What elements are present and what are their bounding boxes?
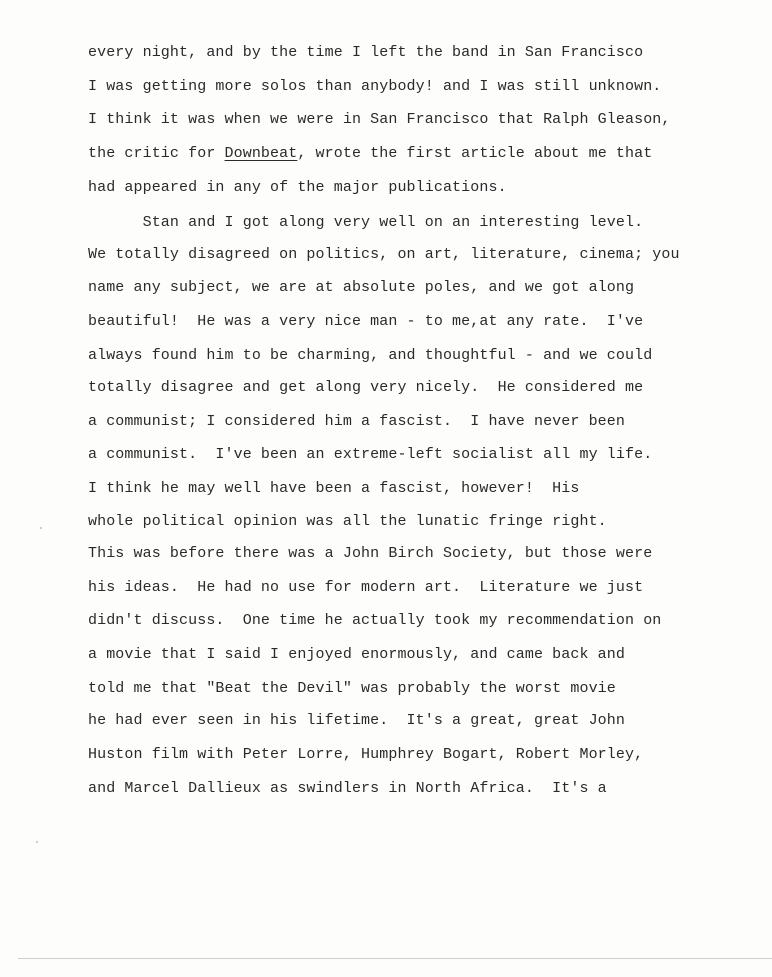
text-line: had appeared in any of the major publications. [88,179,507,196]
text-line: name any subject, we are at absolute poles, and we got along [88,279,635,296]
text-line: Stan and I got along very well on an interesting level. [88,214,644,231]
underlined-publication-title: Downbeat [224,145,298,162]
text-line: I was getting more solos than anybody! and I was still unknown. [88,78,662,95]
line-text-before: the critic for [88,145,225,162]
text-line: he had ever seen in his lifetime. It's a great, great John [88,712,625,729]
text-line [88,144,652,164]
text-line: didn't discuss. One time he actually took my recommendation on [88,612,662,629]
text-line: We totally disagreed on politics, on art, literature, cinema; you [88,246,680,263]
text-line: a communist; I considered him a fascist. I have never been [88,413,625,430]
text-line: I think it was when we were in San Francisco that Ralph Gleason, [88,111,671,128]
text-line: whole political opinion was all the lunatic fringe right. [88,513,607,530]
text-line: totally disagree and get along very nicely. He considered me [88,379,644,396]
text-line: his ideas. He had no use for modern art. Literature we just [88,579,644,596]
text-line: a communist. I've been an extreme-left socialist all my life. [88,446,653,463]
line-text-after: , wrote the first article about me that [297,145,653,162]
text-line: always found him to be charming, and thoughtful - and we could [88,347,653,364]
text-line: told me that "Beat the Devil" was probably the worst movie [88,680,616,697]
text-line: every night, and by the time I left the band in San Francisco [88,44,644,61]
scan-speck [36,841,38,843]
text-line: a movie that I said I enjoyed enormously, and came back and [88,646,625,663]
text-line: and Marcel Dallieux as swindlers in North Africa. It's a [88,780,607,797]
text-line: beautiful! He was a very nice man - to me,at any rate. I've [88,313,644,330]
page-bottom-edge [18,958,772,959]
text-line: Huston film with Peter Lorre, Humphrey Bogart, Robert Morley, [88,746,644,763]
scan-speck [40,527,42,529]
text-line: This was before there was a John Birch Society, but those were [88,545,653,562]
text-line: I think he may well have been a fascist, however! His [88,480,580,497]
